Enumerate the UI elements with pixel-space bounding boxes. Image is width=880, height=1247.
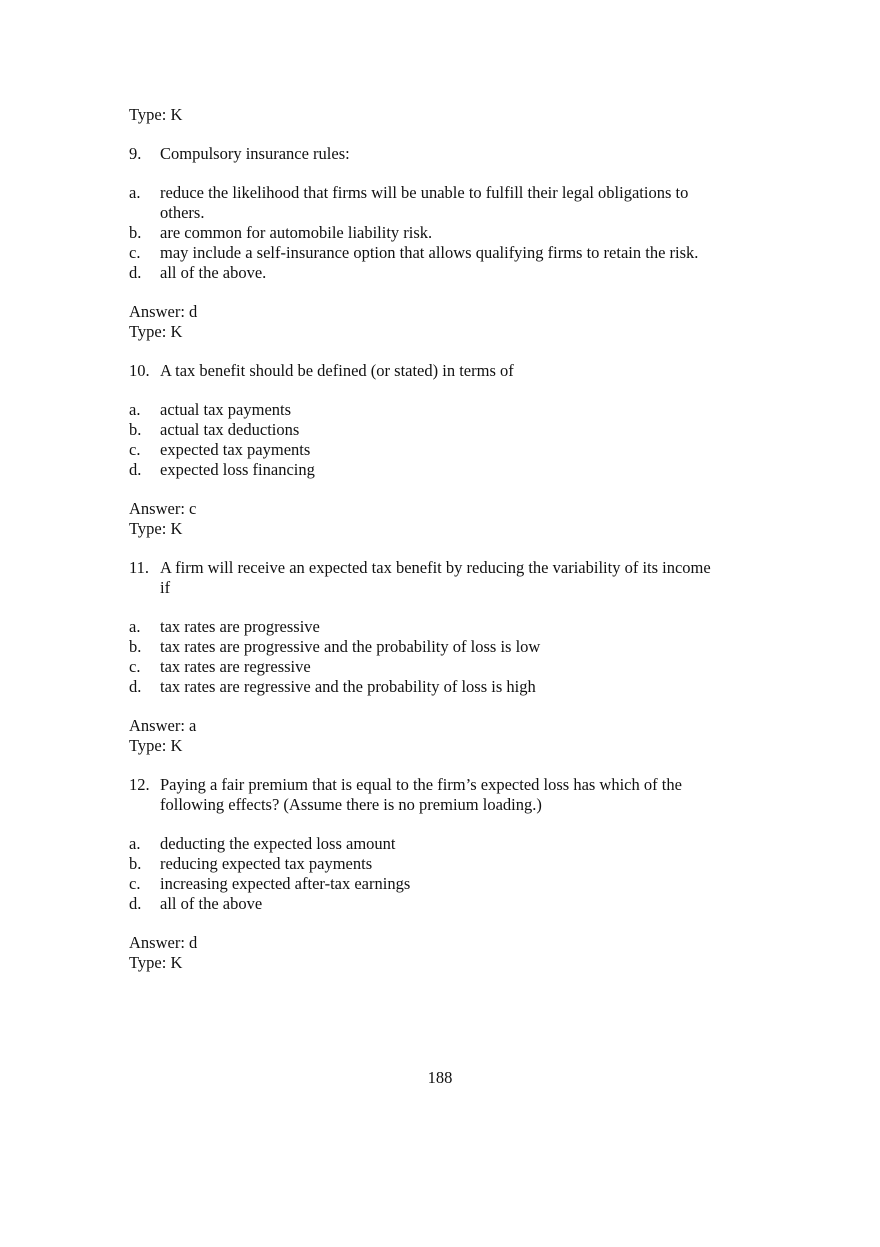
spacer: [129, 381, 749, 400]
question-text-line: Paying a fair premium that is equal to the firm’s expected loss has which of the: [160, 775, 682, 794]
option-text-line: actual tax payments: [160, 400, 292, 419]
option-text-line: reduce the likelihood that firms will be unable to fulfill their legal obligations to: [160, 183, 689, 202]
option-list: [129, 617, 749, 697]
type-line: Type: K: [129, 322, 183, 341]
spacer: [129, 342, 749, 361]
spacer: [129, 480, 749, 499]
option-text: [160, 677, 749, 697]
question-text-line: following effects? (Assume there is no premium loading.): [160, 795, 542, 814]
option-letter: c.: [129, 243, 141, 262]
option-item: [129, 617, 749, 637]
option-item: [129, 440, 749, 460]
option-text-line: all of the above: [160, 894, 263, 913]
option-text-line: all of the above.: [160, 263, 267, 282]
spacer: [129, 283, 749, 302]
question-stem: [129, 144, 749, 164]
option-letter: d.: [129, 677, 142, 696]
option-letter: b.: [129, 420, 142, 439]
option-item: [129, 657, 749, 677]
question-text-line: Compulsory insurance rules:: [160, 144, 350, 163]
answer-line: Answer: a: [129, 716, 197, 735]
option-text-line: tax rates are regressive: [160, 657, 311, 676]
type-line: Type: K: [129, 953, 183, 972]
question-list: [129, 125, 749, 973]
question-text: [160, 775, 749, 815]
option-text: [160, 637, 749, 657]
type-line: Type: K: [129, 736, 183, 755]
option-item: [129, 460, 749, 480]
option-text: [160, 183, 749, 223]
option-letter: a.: [129, 400, 141, 419]
option-text-line: expected tax payments: [160, 440, 311, 459]
question-block: [129, 361, 749, 539]
option-item: [129, 677, 749, 697]
spacer: [129, 164, 749, 183]
type-line: Type: K: [129, 519, 183, 538]
option-item: [129, 874, 749, 894]
option-letter: c.: [129, 440, 141, 459]
question-number: 9.: [129, 144, 142, 163]
spacer: [129, 756, 749, 775]
option-text: [160, 400, 749, 420]
answer-line: Answer: d: [129, 933, 198, 952]
option-text: [160, 894, 749, 914]
option-letter: a.: [129, 617, 141, 636]
option-item: [129, 834, 749, 854]
question-stem: [129, 558, 749, 598]
option-text: [160, 657, 749, 677]
spacer: [129, 697, 749, 716]
option-item: [129, 400, 749, 420]
option-letter: b.: [129, 854, 142, 873]
question-text: [160, 361, 749, 381]
option-text-line: deducting the expected loss amount: [160, 834, 396, 853]
option-text-line: reducing expected tax payments: [160, 854, 373, 873]
option-letter: d.: [129, 460, 142, 479]
option-item: [129, 894, 749, 914]
question-text: [160, 558, 749, 598]
option-text: [160, 617, 749, 637]
option-text: [160, 223, 749, 243]
spacer: [129, 125, 749, 144]
option-text: [160, 874, 749, 894]
option-text-line: others.: [160, 203, 205, 222]
page-number: 188: [427, 1068, 453, 1087]
option-item: [129, 243, 749, 263]
question-number: 10.: [129, 361, 150, 380]
option-text: [160, 460, 749, 480]
question-number: 12.: [129, 775, 150, 794]
question-block: [129, 558, 749, 756]
option-text: [160, 420, 749, 440]
option-letter: b.: [129, 223, 142, 242]
question-text-line: A tax benefit should be defined (or stated) in terms of: [160, 361, 514, 380]
option-letter: c.: [129, 874, 141, 893]
option-item: [129, 637, 749, 657]
option-item: [129, 183, 749, 223]
option-letter: a.: [129, 834, 141, 853]
option-item: [129, 854, 749, 874]
question-text-line: A firm will receive an expected tax benefit by reducing the variability of its income: [160, 558, 711, 577]
option-list: [129, 183, 749, 283]
answer-line: Answer: d: [129, 302, 198, 321]
question-block: [129, 144, 749, 342]
option-text-line: tax rates are regressive and the probability of loss is high: [160, 677, 536, 696]
option-letter: d.: [129, 263, 142, 282]
question-number: 11.: [129, 558, 150, 577]
option-letter: d.: [129, 894, 142, 913]
option-text: [160, 440, 749, 460]
option-text: [160, 263, 749, 283]
spacer: [129, 539, 749, 558]
answer-line: Answer: c: [129, 499, 197, 518]
option-text-line: expected loss financing: [160, 460, 315, 479]
option-letter: c.: [129, 657, 141, 676]
option-text: [160, 854, 749, 874]
option-text-line: tax rates are progressive: [160, 617, 320, 636]
question-block: [129, 775, 749, 973]
option-text: [160, 243, 749, 263]
option-text-line: actual tax deductions: [160, 420, 300, 439]
option-item: [129, 223, 749, 243]
option-text: [160, 834, 749, 854]
option-item: [129, 420, 749, 440]
option-list: [129, 834, 749, 914]
option-text-line: are common for automobile liability risk.: [160, 223, 433, 242]
option-text-line: may include a self-insurance option that allows qualifying firms to retain the risk.: [160, 243, 699, 262]
option-letter: b.: [129, 637, 142, 656]
question-text-line: if: [160, 578, 171, 597]
spacer: [129, 914, 749, 933]
option-item: [129, 263, 749, 283]
document-page: [129, 105, 749, 973]
top-type-line: Type: K: [129, 105, 183, 124]
question-text: [160, 144, 749, 164]
option-text-line: tax rates are progressive and the probability of loss is low: [160, 637, 541, 656]
question-stem: [129, 775, 749, 815]
question-stem: [129, 361, 749, 381]
option-letter: a.: [129, 183, 141, 202]
spacer: [129, 815, 749, 834]
spacer: [129, 598, 749, 617]
option-list: [129, 400, 749, 480]
option-text-line: increasing expected after-tax earnings: [160, 874, 411, 893]
